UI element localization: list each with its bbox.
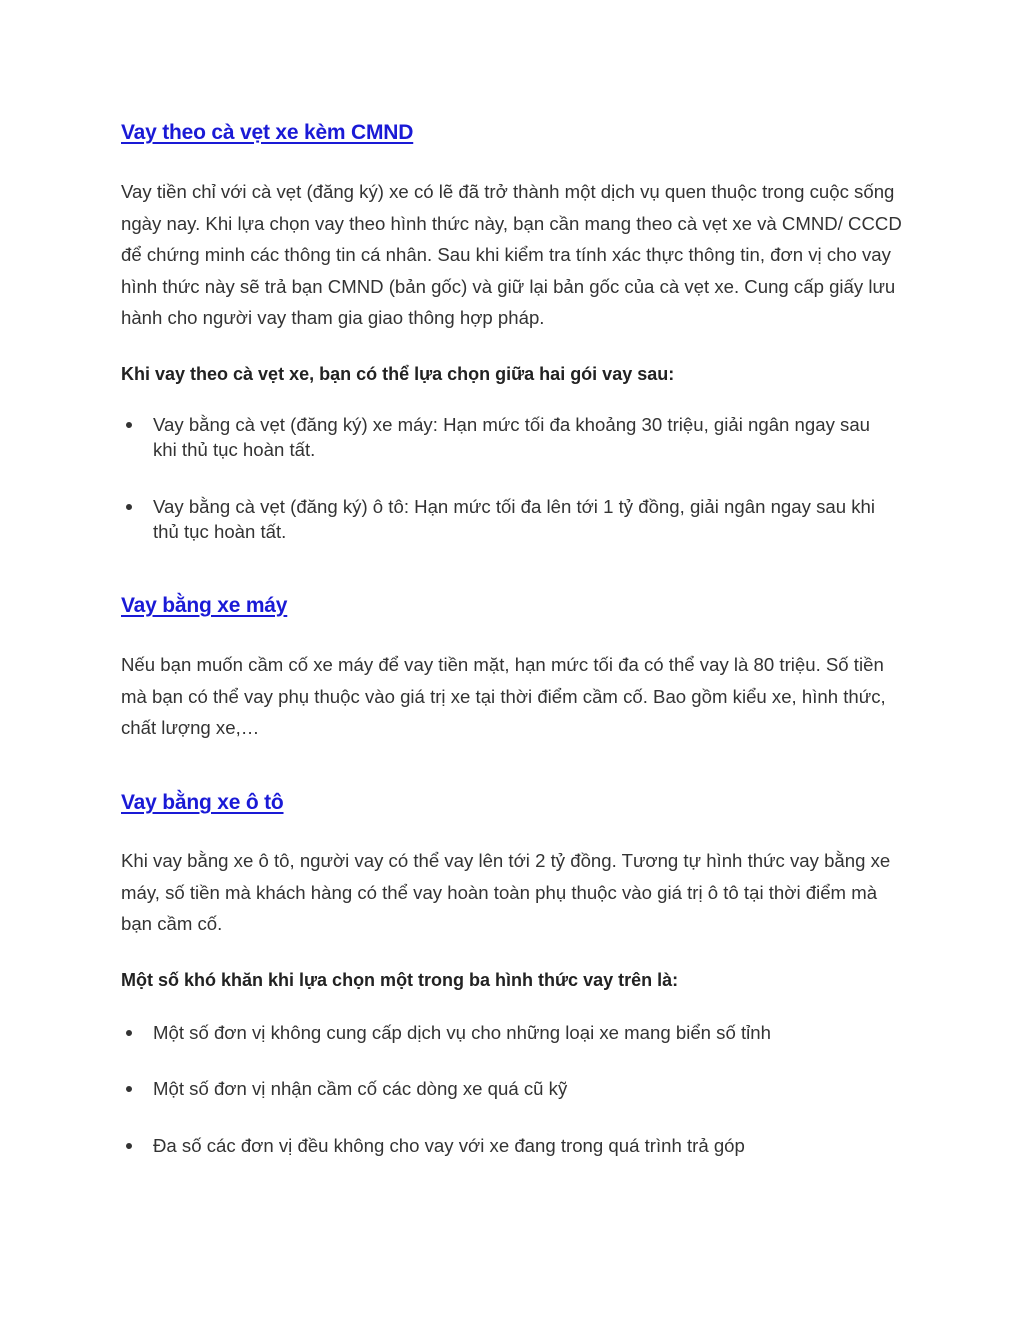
bullet-icon xyxy=(126,1086,132,1092)
paragraph-xe-may: Nếu bạn muốn cầm cố xe máy để vay tiền mặt, hạn mức tối đa có thể vay là 80 triệu. Số tiền mà bạn có thể vay phụ thuộc vào giá trị xe tại thời điểm cầm cố. Bao gồm kiểu xe, hình thức, chất lượng xe,… xyxy=(121,654,886,739)
list-item xyxy=(153,412,893,462)
subheading-goi-vay: Khi vay theo cà vẹt xe, bạn có thể lựa chọn giữa hai gói vay sau: xyxy=(121,364,675,384)
list-item-text: Một số đơn vị không cung cấp dịch vụ cho những loại xe mang biển số tỉnh xyxy=(153,1022,771,1043)
list-item xyxy=(153,1076,893,1101)
list-item-text: Vay bằng cà vẹt (đăng ký) ô tô: Hạn mức tối đa lên tới 1 tỷ đồng, giải ngân ngay sau khi thủ tục hoàn tất. xyxy=(153,496,875,542)
paragraph-ca-vet: Vay tiền chỉ với cà vẹt (đăng ký) xe có lẽ đã trở thành một dịch vụ quen thuộc trong cuộc sống ngày nay. Khi lựa chọn vay theo hình thức này, bạn cần mang theo cà vẹt xe và CMND/ CCCD để chứng minh các thông tin cá nhân. Sau khi kiểm tra tính xác thực thông tin, đơn vị cho vay hình thức này sẽ trả bạn CMND (bản gốc) và giữ lại bản gốc của cà vẹt xe. Cung cấp giấy lưu hành cho người vay tham gia giao thông hợp pháp. xyxy=(121,181,902,329)
bullet-icon xyxy=(126,1030,132,1036)
heading-link-vay-bang-xe-o-to[interactable]: Vay bằng xe ô tô xyxy=(121,791,284,814)
list-item xyxy=(153,494,893,544)
heading-link-vay-bang-xe-may[interactable]: Vay bằng xe máy xyxy=(121,594,288,617)
subheading-kho-khan: Một số khó khăn khi lựa chọn một trong ba hình thức vay trên là: xyxy=(121,970,679,990)
list-item-text: Một số đơn vị nhận cầm cố các dòng xe quá cũ kỹ xyxy=(153,1078,568,1099)
bullet-icon xyxy=(126,422,132,428)
list-item xyxy=(153,1020,893,1045)
list-item-text: Vay bằng cà vẹt (đăng ký) xe máy: Hạn mức tối đa khoảng 30 triệu, giải ngân ngay sau khi thủ tục hoàn tất. xyxy=(153,414,871,460)
bullet-icon xyxy=(126,1143,132,1149)
list-item xyxy=(153,1133,893,1158)
heading-link-vay-theo-ca-vet[interactable]: Vay theo cà vẹt xe kèm CMND xyxy=(121,121,414,144)
bullet-icon xyxy=(126,504,132,510)
list-item-text: Đa số các đơn vị đều không cho vay với xe đang trong quá trình trả góp xyxy=(153,1135,745,1156)
paragraph-xe-o-to: Khi vay bằng xe ô tô, người vay có thể vay lên tới 2 tỷ đồng. Tương tự hình thức vay bằng xe máy, số tiền mà khách hàng có thể vay hoàn toàn phụ thuộc vào giá trị ô tô tại thời điểm mà bạn cầm cố. xyxy=(121,850,891,935)
